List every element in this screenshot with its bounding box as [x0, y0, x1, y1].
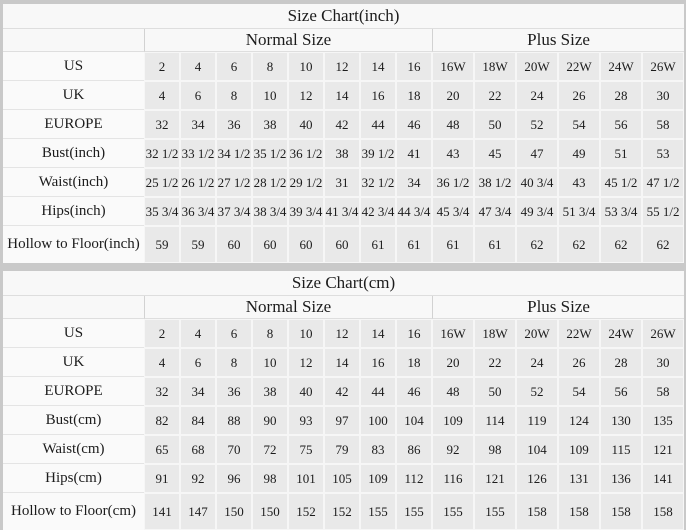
size-value-cell: 22W — [558, 52, 600, 81]
size-value-cell: 158 — [600, 493, 642, 530]
size-value-cell: 30 — [642, 348, 684, 377]
size-value-cell: 36 1/2 — [432, 168, 474, 197]
size-value-cell: 38 — [252, 377, 288, 406]
size-value-cell: 70 — [216, 435, 252, 464]
size-value-cell: 49 — [558, 139, 600, 168]
size-value-cell: 47 1/2 — [642, 168, 684, 197]
size-value-cell: 26 — [558, 81, 600, 110]
size-value-cell: 36 1/2 — [288, 139, 324, 168]
size-value-cell: 8 — [252, 52, 288, 81]
size-value-cell: 42 — [324, 110, 360, 139]
size-value-cell: 44 — [360, 110, 396, 139]
size-value-cell: 83 — [360, 435, 396, 464]
size-value-cell: 30 — [642, 81, 684, 110]
table-row — [3, 493, 684, 530]
group-header-plus-size: Plus Size — [432, 29, 684, 52]
table-row — [3, 110, 684, 139]
size-value-cell: 16 — [360, 81, 396, 110]
size-value-cell: 90 — [252, 406, 288, 435]
size-value-cell: 8 — [216, 348, 252, 377]
size-value-cell: 41 — [396, 139, 432, 168]
size-value-cell: 18 — [396, 348, 432, 377]
size-value-cell: 48 — [432, 110, 474, 139]
table-row — [3, 435, 684, 464]
size-value-cell: 52 — [516, 110, 558, 139]
size-value-cell: 50 — [474, 377, 516, 406]
size-value-cell: 38 — [324, 139, 360, 168]
size-value-cell: 14 — [324, 348, 360, 377]
size-value-cell: 45 — [474, 139, 516, 168]
group-header-normal-size: Normal Size — [144, 29, 432, 52]
table-row — [3, 348, 684, 377]
size-value-cell: 60 — [324, 226, 360, 263]
size-value-cell: 16W — [432, 319, 474, 348]
size-value-cell: 20 — [432, 81, 474, 110]
size-value-cell: 41 3/4 — [324, 197, 360, 226]
row-label: Bust(inch) — [3, 139, 144, 168]
size-value-cell: 68 — [180, 435, 216, 464]
size-value-cell: 152 — [288, 493, 324, 530]
size-value-cell: 27 1/2 — [216, 168, 252, 197]
size-value-cell: 158 — [642, 493, 684, 530]
size-value-cell: 155 — [396, 493, 432, 530]
group-header-plus-size: Plus Size — [432, 296, 684, 319]
size-value-cell: 155 — [360, 493, 396, 530]
size-value-cell: 96 — [216, 464, 252, 493]
size-value-cell: 43 — [558, 168, 600, 197]
size-value-cell: 39 1/2 — [360, 139, 396, 168]
table-row — [3, 81, 684, 110]
size-value-cell: 51 3/4 — [558, 197, 600, 226]
size-value-cell: 47 — [516, 139, 558, 168]
size-value-cell: 18 — [396, 81, 432, 110]
size-value-cell: 32 1/2 — [360, 168, 396, 197]
table-row — [3, 226, 684, 263]
size-value-cell: 155 — [474, 493, 516, 530]
table-title: Size Chart(cm) — [3, 271, 684, 296]
table-row — [3, 52, 684, 81]
size-value-cell: 39 3/4 — [288, 197, 324, 226]
size-value-cell: 28 — [600, 348, 642, 377]
size-value-cell: 36 3/4 — [180, 197, 216, 226]
size-value-cell: 79 — [324, 435, 360, 464]
size-value-cell: 61 — [474, 226, 516, 263]
row-label: UK — [3, 81, 144, 110]
size-value-cell: 12 — [324, 319, 360, 348]
size-value-cell: 98 — [252, 464, 288, 493]
size-value-cell: 98 — [474, 435, 516, 464]
size-value-cell: 86 — [396, 435, 432, 464]
size-value-cell: 4 — [180, 319, 216, 348]
size-value-cell: 31 — [324, 168, 360, 197]
size-chart-inch-table — [3, 4, 684, 263]
size-value-cell: 20W — [516, 319, 558, 348]
size-value-cell: 150 — [252, 493, 288, 530]
size-value-cell: 32 — [144, 377, 180, 406]
size-value-cell: 56 — [600, 110, 642, 139]
size-value-cell: 75 — [288, 435, 324, 464]
size-value-cell: 109 — [432, 406, 474, 435]
size-value-cell: 26 1/2 — [180, 168, 216, 197]
size-value-cell: 119 — [516, 406, 558, 435]
size-value-cell: 105 — [324, 464, 360, 493]
size-value-cell: 12 — [324, 52, 360, 81]
size-value-cell: 6 — [216, 52, 252, 81]
size-value-cell: 60 — [216, 226, 252, 263]
size-value-cell: 26 — [558, 348, 600, 377]
table-row — [3, 377, 684, 406]
size-value-cell: 141 — [642, 464, 684, 493]
size-value-cell: 62 — [600, 226, 642, 263]
size-value-cell: 101 — [288, 464, 324, 493]
size-value-cell: 112 — [396, 464, 432, 493]
size-value-cell: 72 — [252, 435, 288, 464]
size-value-cell: 12 — [288, 348, 324, 377]
size-value-cell: 61 — [360, 226, 396, 263]
size-value-cell: 10 — [252, 81, 288, 110]
size-value-cell: 49 3/4 — [516, 197, 558, 226]
size-value-cell: 141 — [144, 493, 180, 530]
size-value-cell: 36 — [216, 110, 252, 139]
size-value-cell: 52 — [516, 377, 558, 406]
size-value-cell: 32 — [144, 110, 180, 139]
size-value-cell: 115 — [600, 435, 642, 464]
size-value-cell: 55 1/2 — [642, 197, 684, 226]
size-value-cell: 54 — [558, 377, 600, 406]
size-value-cell: 131 — [558, 464, 600, 493]
size-value-cell: 20 — [432, 348, 474, 377]
table-title: Size Chart(inch) — [3, 4, 684, 29]
size-value-cell: 38 — [252, 110, 288, 139]
size-value-cell: 109 — [360, 464, 396, 493]
size-value-cell: 62 — [642, 226, 684, 263]
size-value-cell: 32 1/2 — [144, 139, 180, 168]
size-value-cell: 38 1/2 — [474, 168, 516, 197]
size-value-cell: 35 3/4 — [144, 197, 180, 226]
size-value-cell: 62 — [558, 226, 600, 263]
size-value-cell: 16 — [396, 319, 432, 348]
size-value-cell: 18W — [474, 52, 516, 81]
table-row — [3, 197, 684, 226]
group-header-spacer — [3, 29, 144, 52]
row-label: EUROPE — [3, 110, 144, 139]
group-header-row — [3, 29, 684, 52]
size-value-cell: 37 3/4 — [216, 197, 252, 226]
size-value-cell: 29 1/2 — [288, 168, 324, 197]
size-value-cell: 59 — [180, 226, 216, 263]
size-value-cell: 10 — [252, 348, 288, 377]
size-value-cell: 4 — [144, 348, 180, 377]
size-value-cell: 43 — [432, 139, 474, 168]
table-title-row — [3, 271, 684, 296]
size-value-cell: 54 — [558, 110, 600, 139]
group-header-row — [3, 296, 684, 319]
size-chart-cm-table — [3, 271, 684, 530]
size-value-cell: 155 — [432, 493, 474, 530]
size-value-cell: 16W — [432, 52, 474, 81]
row-label: Bust(cm) — [3, 406, 144, 435]
size-value-cell: 10 — [288, 52, 324, 81]
size-value-cell: 4 — [180, 52, 216, 81]
size-value-cell: 20W — [516, 52, 558, 81]
size-value-cell: 51 — [600, 139, 642, 168]
size-value-cell: 26W — [642, 52, 684, 81]
size-value-cell: 6 — [180, 348, 216, 377]
size-value-cell: 42 — [324, 377, 360, 406]
size-value-cell: 88 — [216, 406, 252, 435]
size-value-cell: 45 1/2 — [600, 168, 642, 197]
row-label: Waist(inch) — [3, 168, 144, 197]
size-value-cell: 22 — [474, 348, 516, 377]
size-value-cell: 92 — [180, 464, 216, 493]
size-value-cell: 22W — [558, 319, 600, 348]
table-row — [3, 406, 684, 435]
size-value-cell: 34 — [180, 110, 216, 139]
size-value-cell: 45 3/4 — [432, 197, 474, 226]
size-value-cell: 24 — [516, 81, 558, 110]
size-value-cell: 92 — [432, 435, 474, 464]
size-value-cell: 56 — [600, 377, 642, 406]
size-value-cell: 126 — [516, 464, 558, 493]
size-value-cell: 136 — [600, 464, 642, 493]
size-value-cell: 60 — [288, 226, 324, 263]
size-value-cell: 28 — [600, 81, 642, 110]
size-value-cell: 61 — [396, 226, 432, 263]
size-value-cell: 16 — [360, 348, 396, 377]
table-row — [3, 168, 684, 197]
size-value-cell: 25 1/2 — [144, 168, 180, 197]
size-value-cell: 26W — [642, 319, 684, 348]
size-value-cell: 62 — [516, 226, 558, 263]
size-value-cell: 58 — [642, 110, 684, 139]
size-value-cell: 42 3/4 — [360, 197, 396, 226]
size-value-cell: 82 — [144, 406, 180, 435]
size-value-cell: 158 — [558, 493, 600, 530]
row-label: EUROPE — [3, 377, 144, 406]
size-value-cell: 91 — [144, 464, 180, 493]
row-label: Hips(inch) — [3, 197, 144, 226]
row-label: UK — [3, 348, 144, 377]
size-value-cell: 12 — [288, 81, 324, 110]
row-label: Hollow to Floor(cm) — [3, 493, 144, 530]
row-label: Hips(cm) — [3, 464, 144, 493]
size-value-cell: 116 — [432, 464, 474, 493]
size-value-cell: 93 — [288, 406, 324, 435]
size-value-cell: 61 — [432, 226, 474, 263]
size-value-cell: 38 3/4 — [252, 197, 288, 226]
size-value-cell: 150 — [216, 493, 252, 530]
row-label: US — [3, 52, 144, 81]
size-value-cell: 60 — [252, 226, 288, 263]
group-header-spacer — [3, 296, 144, 319]
size-value-cell: 46 — [396, 377, 432, 406]
size-value-cell: 53 — [642, 139, 684, 168]
size-value-cell: 147 — [180, 493, 216, 530]
size-value-cell: 6 — [216, 319, 252, 348]
size-value-cell: 104 — [516, 435, 558, 464]
size-value-cell: 84 — [180, 406, 216, 435]
size-value-cell: 8 — [216, 81, 252, 110]
table-title-row — [3, 4, 684, 29]
table-row — [3, 139, 684, 168]
size-value-cell: 124 — [558, 406, 600, 435]
size-value-cell: 97 — [324, 406, 360, 435]
size-value-cell: 114 — [474, 406, 516, 435]
size-value-cell: 44 3/4 — [396, 197, 432, 226]
table-row — [3, 464, 684, 493]
size-value-cell: 28 1/2 — [252, 168, 288, 197]
size-value-cell: 22 — [474, 81, 516, 110]
size-value-cell: 53 3/4 — [600, 197, 642, 226]
size-value-cell: 58 — [642, 377, 684, 406]
size-value-cell: 16 — [396, 52, 432, 81]
size-value-cell: 10 — [288, 319, 324, 348]
size-value-cell: 34 — [180, 377, 216, 406]
size-value-cell: 48 — [432, 377, 474, 406]
table-row — [3, 319, 684, 348]
size-value-cell: 135 — [642, 406, 684, 435]
size-value-cell: 158 — [516, 493, 558, 530]
size-value-cell: 33 1/2 — [180, 139, 216, 168]
size-value-cell: 130 — [600, 406, 642, 435]
size-value-cell: 24W — [600, 52, 642, 81]
size-value-cell: 104 — [396, 406, 432, 435]
size-value-cell: 46 — [396, 110, 432, 139]
size-value-cell: 40 — [288, 110, 324, 139]
size-value-cell: 2 — [144, 319, 180, 348]
size-value-cell: 14 — [360, 52, 396, 81]
size-value-cell: 152 — [324, 493, 360, 530]
size-value-cell: 40 3/4 — [516, 168, 558, 197]
size-value-cell: 14 — [360, 319, 396, 348]
size-value-cell: 6 — [180, 81, 216, 110]
size-value-cell: 109 — [558, 435, 600, 464]
size-value-cell: 121 — [474, 464, 516, 493]
size-value-cell: 34 1/2 — [216, 139, 252, 168]
size-value-cell: 100 — [360, 406, 396, 435]
size-value-cell: 14 — [324, 81, 360, 110]
size-value-cell: 121 — [642, 435, 684, 464]
size-value-cell: 59 — [144, 226, 180, 263]
group-header-normal-size: Normal Size — [144, 296, 432, 319]
size-value-cell: 50 — [474, 110, 516, 139]
size-value-cell: 36 — [216, 377, 252, 406]
size-value-cell: 8 — [252, 319, 288, 348]
size-value-cell: 44 — [360, 377, 396, 406]
row-label: US — [3, 319, 144, 348]
size-value-cell: 65 — [144, 435, 180, 464]
size-value-cell: 47 3/4 — [474, 197, 516, 226]
row-label: Waist(cm) — [3, 435, 144, 464]
size-value-cell: 40 — [288, 377, 324, 406]
size-value-cell: 35 1/2 — [252, 139, 288, 168]
size-value-cell: 2 — [144, 52, 180, 81]
size-value-cell: 34 — [396, 168, 432, 197]
size-value-cell: 4 — [144, 81, 180, 110]
size-value-cell: 24 — [516, 348, 558, 377]
row-label: Hollow to Floor(inch) — [3, 226, 144, 263]
size-value-cell: 18W — [474, 319, 516, 348]
size-value-cell: 24W — [600, 319, 642, 348]
